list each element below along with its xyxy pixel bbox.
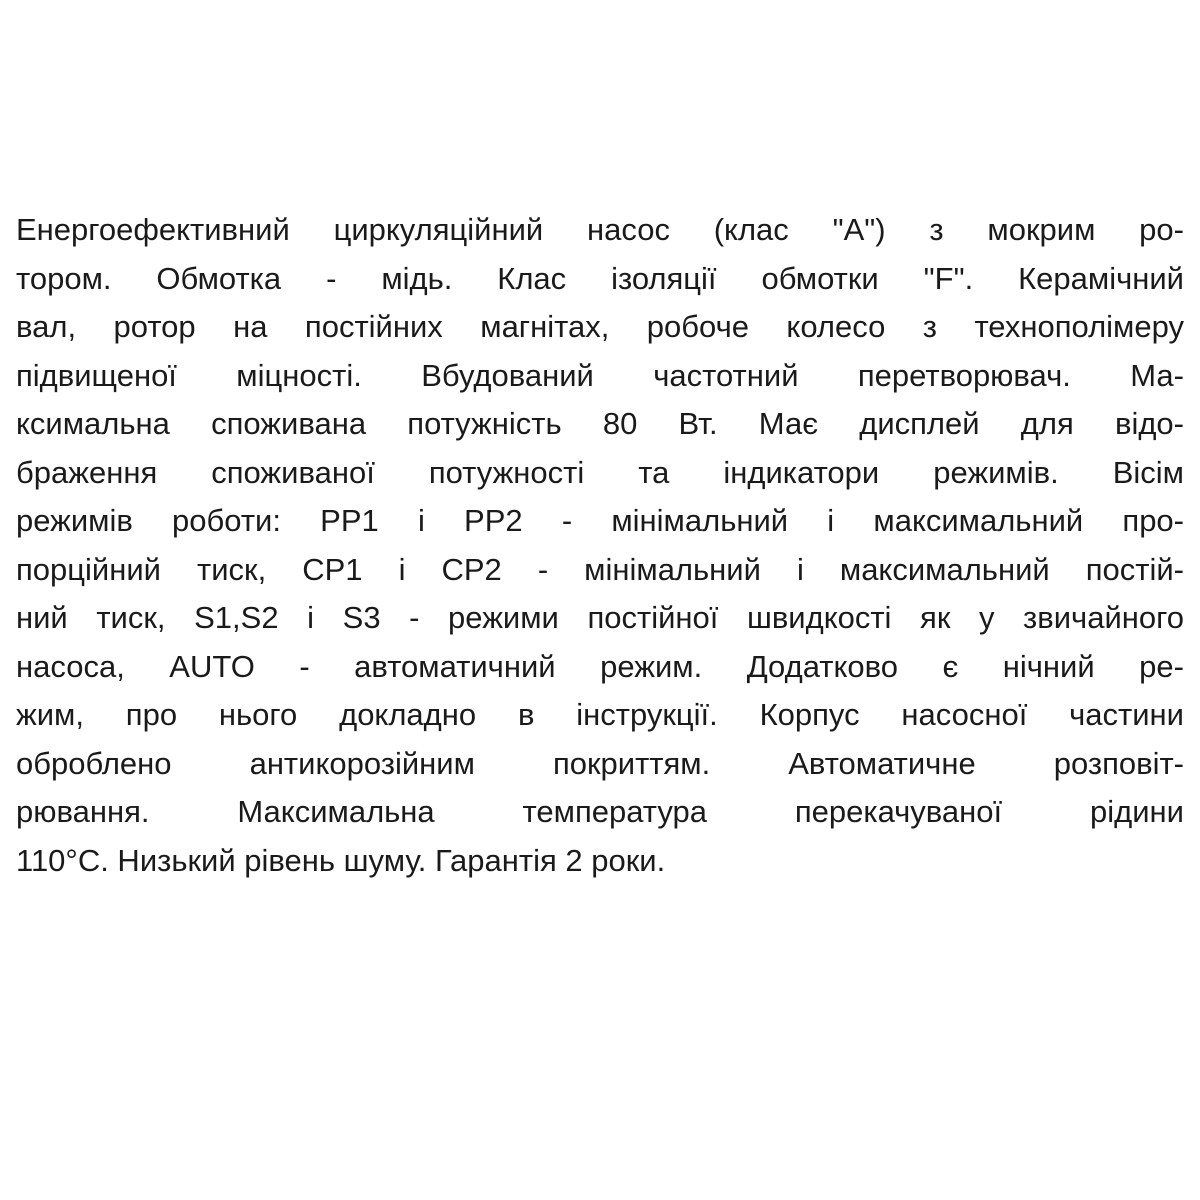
product-description [16,206,1184,885]
description-line: ксимальна споживана потужність 80 Вт. Має дисплей для відо- [16,406,1184,441]
description-line: тором. Обмотка - мідь. Клас ізоляції обмотки "F". Керамічний [16,260,1184,296]
description-line: режимів роботи: PP1 і PP2 - мінімальний і максимальний про- [16,503,1184,538]
description-line: браження споживаної потужності та індикатори режимів. Вісім [16,454,1184,490]
description-line: ний тиск, S1,S2 і S3 - режими постійної швидкості як у звичайного [16,600,1184,635]
description-line: 110°С. Низький рівень шуму. Гарантія 2 роки. [16,842,666,878]
description-line: жим, про нього докладно в інструкції. Корпус насосної частини [16,697,1184,732]
description-line: Енергоефективний циркуляційний насос (клас "А") з мокрим ро- [16,212,1184,247]
description-line: насоса, AUTO - автоматичний режим. Додатково є нічний ре- [16,648,1184,684]
description-line: рювання. Максимальна температура перекачуваної рідини [16,794,1184,829]
description-line: порційний тиск, CP1 і CP2 - мінімальний і максимальний постій- [16,551,1184,587]
description-line: оброблено антикорозійним покриттям. Автоматичне розповіт- [16,745,1184,781]
description-line: підвищеної міцності. Вбудований частотний перетворювач. Ма- [16,357,1184,393]
description-line: вал, ротор на постійних магнітах, робоче колесо з технополімеру [16,309,1184,344]
